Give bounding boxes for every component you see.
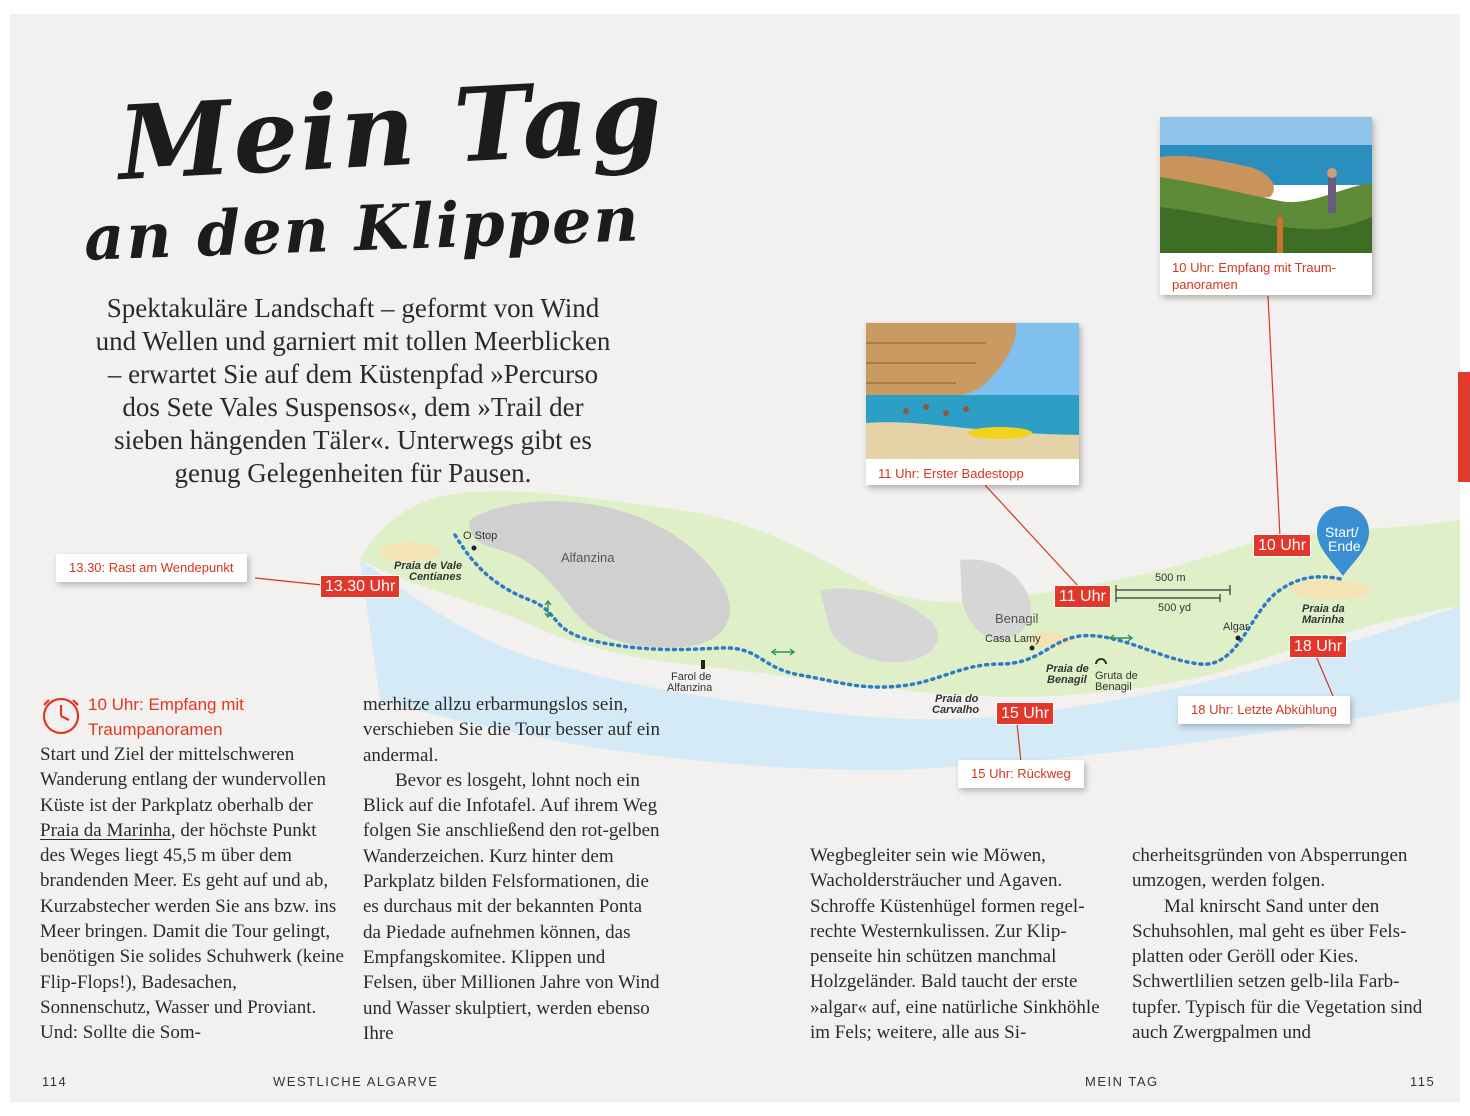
text-column-3 [810, 843, 1115, 1045]
intro-text: Spektakuläre Landschaft – geformt von Wind und Wellen und garniert mit tollen Meerblicken – erwartet Sie auf dem Küstenpfad »Percurso dos Sete Vales Suspensos«, dem »Trail der sieben hängenden Täler«. Unterwegs gibt es genug Gelegenheiten für Pausen. [95, 293, 611, 488]
label-marinha: Marinha [1302, 614, 1345, 626]
label-scale-yd: 500 yd [1158, 602, 1192, 614]
text-column-1 [40, 742, 345, 1046]
page-number-right: 115 [1410, 1074, 1436, 1089]
col4-paragraph-1: cherheitsgründen von Absperrungen umzogen, werden folgen. [1132, 845, 1408, 892]
leader-line-wendepunkt [255, 578, 322, 585]
time-tag-1330: 13.30 Uhr [321, 576, 399, 597]
time-tag-18: 18 Uhr [1290, 636, 1346, 657]
leader-line-10uhr [1268, 296, 1280, 537]
callout-wendepunkt: 13.30: Rast am Wendepunkt [56, 554, 247, 582]
label-o-stop: O Stop [463, 530, 498, 542]
photo-card-10uhr [1160, 117, 1372, 295]
col1-text-b: , der höchste Punkt des Weges liegt 45,5 m über dem brandenden Meer. Es geht auf und ab, Kurzabstecher werden Sie ans bzw. ins Meer bringen. Damit die Tour gelingt, benötigen Sie solides Schuhwerk (keine Flip-Flops!), Badesachen, Sonnenschutz, Wasser und Proviant. Und: Sollte die Som- [40, 819, 344, 1044]
callout-rueckweg: 15 Uhr: Rückweg [958, 760, 1084, 788]
label-algar: Algar [1223, 621, 1249, 633]
casa-lamy-point [1030, 646, 1035, 651]
time-tag-15: 15 Uhr [997, 703, 1053, 724]
stop-point [472, 546, 477, 551]
algar-point [1236, 636, 1241, 641]
label-benagil: Benagil [995, 611, 1039, 626]
col2-paragraph-2: Bevor es losgeht, lohnt noch ein Blick auf die Infotafel. Auf ihrem Weg folgen Sie anschließend den rot-gelben Wanderzeichen. Kurz hinter dem Parkplatz bilden Felsformationen, die es durchaus mit der bekannten Ponta da Piedade aufnehmen können, das Empfangskomitee. Klippen und Felsen, über Millionen Jahre von Wind und Wasser skulptiert, werden ebenso Ihre [363, 769, 660, 1044]
label-carvalho: Carvalho [932, 704, 980, 716]
beach-vale-centianes [380, 542, 440, 562]
callout-abkuehlung: 18 Uhr: Letzte Abkühlung [1178, 696, 1350, 724]
time-tag-11: 11 Uhr [1055, 586, 1110, 607]
label-gruta-benagil: Benagil [1095, 681, 1132, 693]
running-head-right: MEIN TAG [1085, 1074, 1159, 1089]
label-praia-vale: Praia de Vale [394, 560, 463, 572]
beach-marinha [1290, 580, 1370, 600]
col2-paragraph-1: merhitze allzu erbarmungslos sein, verschieben Sie die Tour besser auf ein andermal. [363, 694, 660, 766]
photo-caption-10uhr-2: panoramen [1172, 277, 1238, 292]
photo-caption-10uhr: 10 Uhr: Empfang mit Traum- [1172, 260, 1336, 275]
start-label: Start/ [1325, 524, 1359, 540]
label-centianes: Centianes [409, 571, 462, 583]
col3-paragraph-1: Wegbegleiter sein wie Möwen, Wacholdersträucher und Agaven. Schroffe Küstenhügel formen regelrechte Westernkulissen. Zur Klippenseite hin schützen manchmal Holzgeländer. Bald taucht der erste »algar« auf, eine natürliche Sinkhöhle im Fels; weitere, alle aus Si- [810, 845, 1100, 1044]
label-praia-marinha: Praia da [1302, 603, 1345, 615]
label-praia-carvalho: Praia do [935, 693, 979, 705]
col4-paragraph-2: Mal knirscht Sand unter den Schuhsohlen, mal geht es über Felsplatten oder Geröll oder Kies. Schwertlilien setzen gelb-lila Farbtupfer. Typisch für die Vegetation sind auch Zwergpalmen und [1132, 895, 1423, 1044]
praia-da-marinha-link[interactable]: Praia da Marinha [40, 819, 171, 841]
end-label: Ende [1328, 538, 1361, 554]
page-number-left: 114 [42, 1074, 68, 1089]
lighthouse-icon [701, 660, 705, 669]
beach-cliff-swimmers-photo [866, 323, 1079, 459]
page-subtitle: an den Klippen [82, 182, 642, 275]
label-alfanzina: Alfanzina [561, 550, 615, 565]
coastal-cliff-hiker-photo [1160, 117, 1372, 253]
clock-icon [40, 694, 82, 736]
section-heading-line1: 10 Uhr: Empfang mit [88, 695, 244, 714]
label-farol-alfanzina: Alfanzina [667, 682, 713, 694]
time-tag-10: 10 Uhr [1254, 535, 1310, 556]
label-farol: Farol de [671, 671, 712, 683]
label-benagil-beach: Benagil [1047, 674, 1087, 686]
label-gruta: Gruta de [1095, 670, 1138, 682]
text-column-2 [363, 692, 663, 1046]
col1-text-a: Start und Ziel der mittelschweren Wanderung entlang der wundervollen Küste ist der Parkplatz oberhalb der [40, 744, 327, 816]
label-scale-m: 500 m [1155, 572, 1186, 584]
photo-caption-11uhr: 11 Uhr: Erster Badestopp [878, 466, 1024, 481]
page-title: Mein Tag [115, 55, 667, 205]
section-heading-line2: Traumpanoramen [88, 720, 223, 739]
text-column-4 [1132, 843, 1437, 1045]
running-head-left: WESTLICHE ALGARVE [273, 1074, 439, 1089]
label-casa-lamy: Casa Lamy [985, 633, 1041, 645]
photo-card-11uhr [866, 323, 1079, 485]
label-praia-benagil: Praia de [1046, 663, 1089, 675]
